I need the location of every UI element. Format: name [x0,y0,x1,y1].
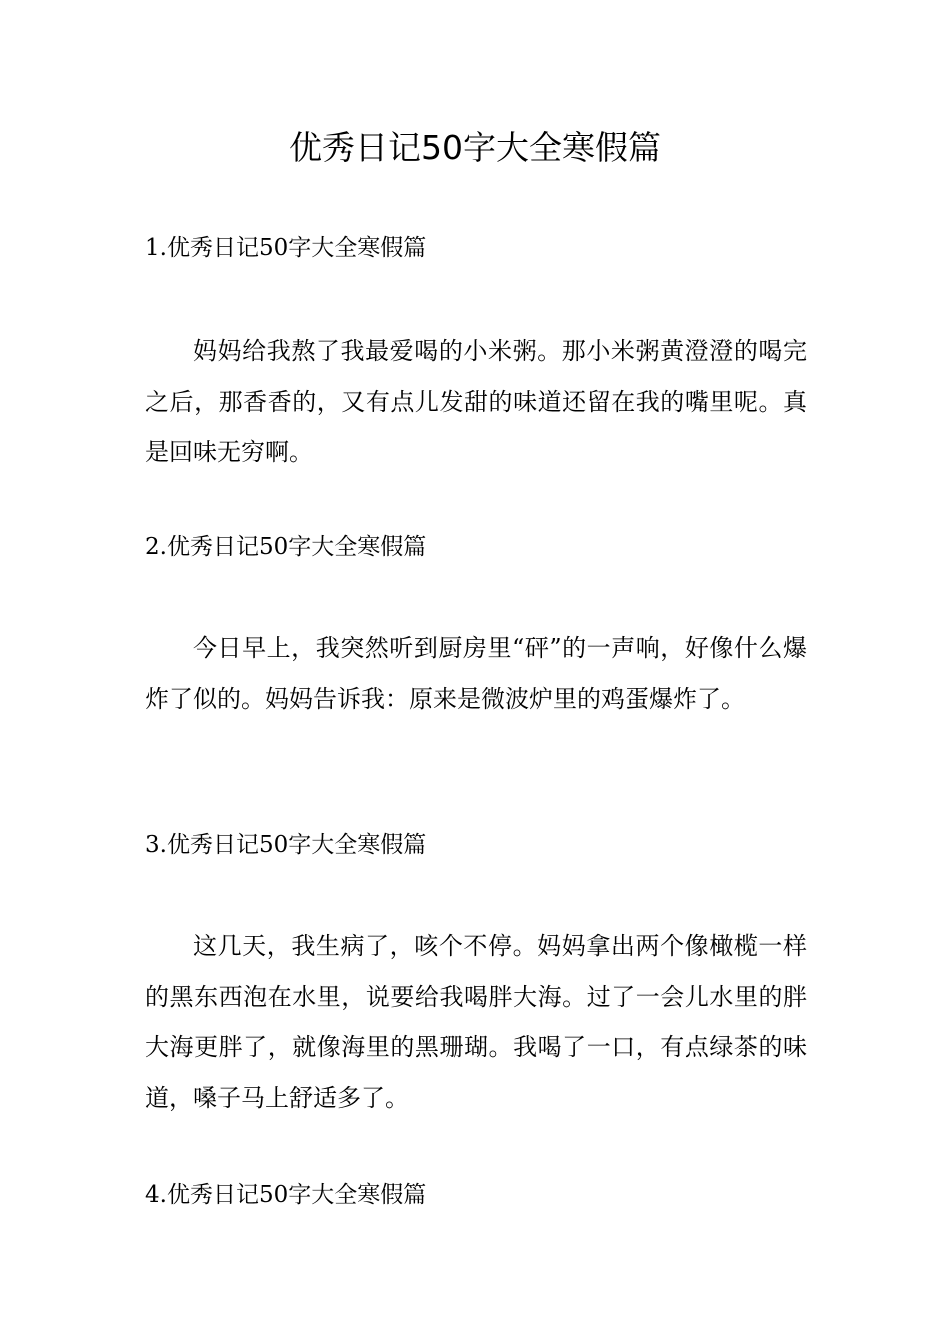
section-heading-1: 1.优秀日记50字大全寒假篇 [145,235,427,261]
section-heading-2: 2.优秀日记50字大全寒假篇 [145,534,427,560]
page-title: 优秀日记50字大全寒假篇 [289,128,661,167]
section-body-1: 妈妈给我熬了我最爱喝的小米粥。那小米粥黄澄澄的喝完之后，那香香的，又有点儿发甜的味道还留在我的嘴里呢。真是回味无穷啊。 [145,337,807,466]
section-heading-3: 3.优秀日记50字大全寒假篇 [145,832,427,858]
section-body-3: 这几天，我生病了，咳个不停。妈妈拿出两个像橄榄一样的黑东西泡在水里，说要给我喝胖大海。过了一会儿水里的胖大海更胖了，就像海里的黑珊瑚。我喝了一口，有点绿茶的味道，嗓子马上舒适多了。 [145,932,807,1112]
section-heading-4: 4.优秀日记50字大全寒假篇 [145,1182,427,1208]
section-body-2: 今日早上，我突然听到厨房里“砰”的一声响，好像什么爆炸了似的。妈妈告诉我：原来是微波炉里的鸡蛋爆炸了。 [145,634,807,713]
